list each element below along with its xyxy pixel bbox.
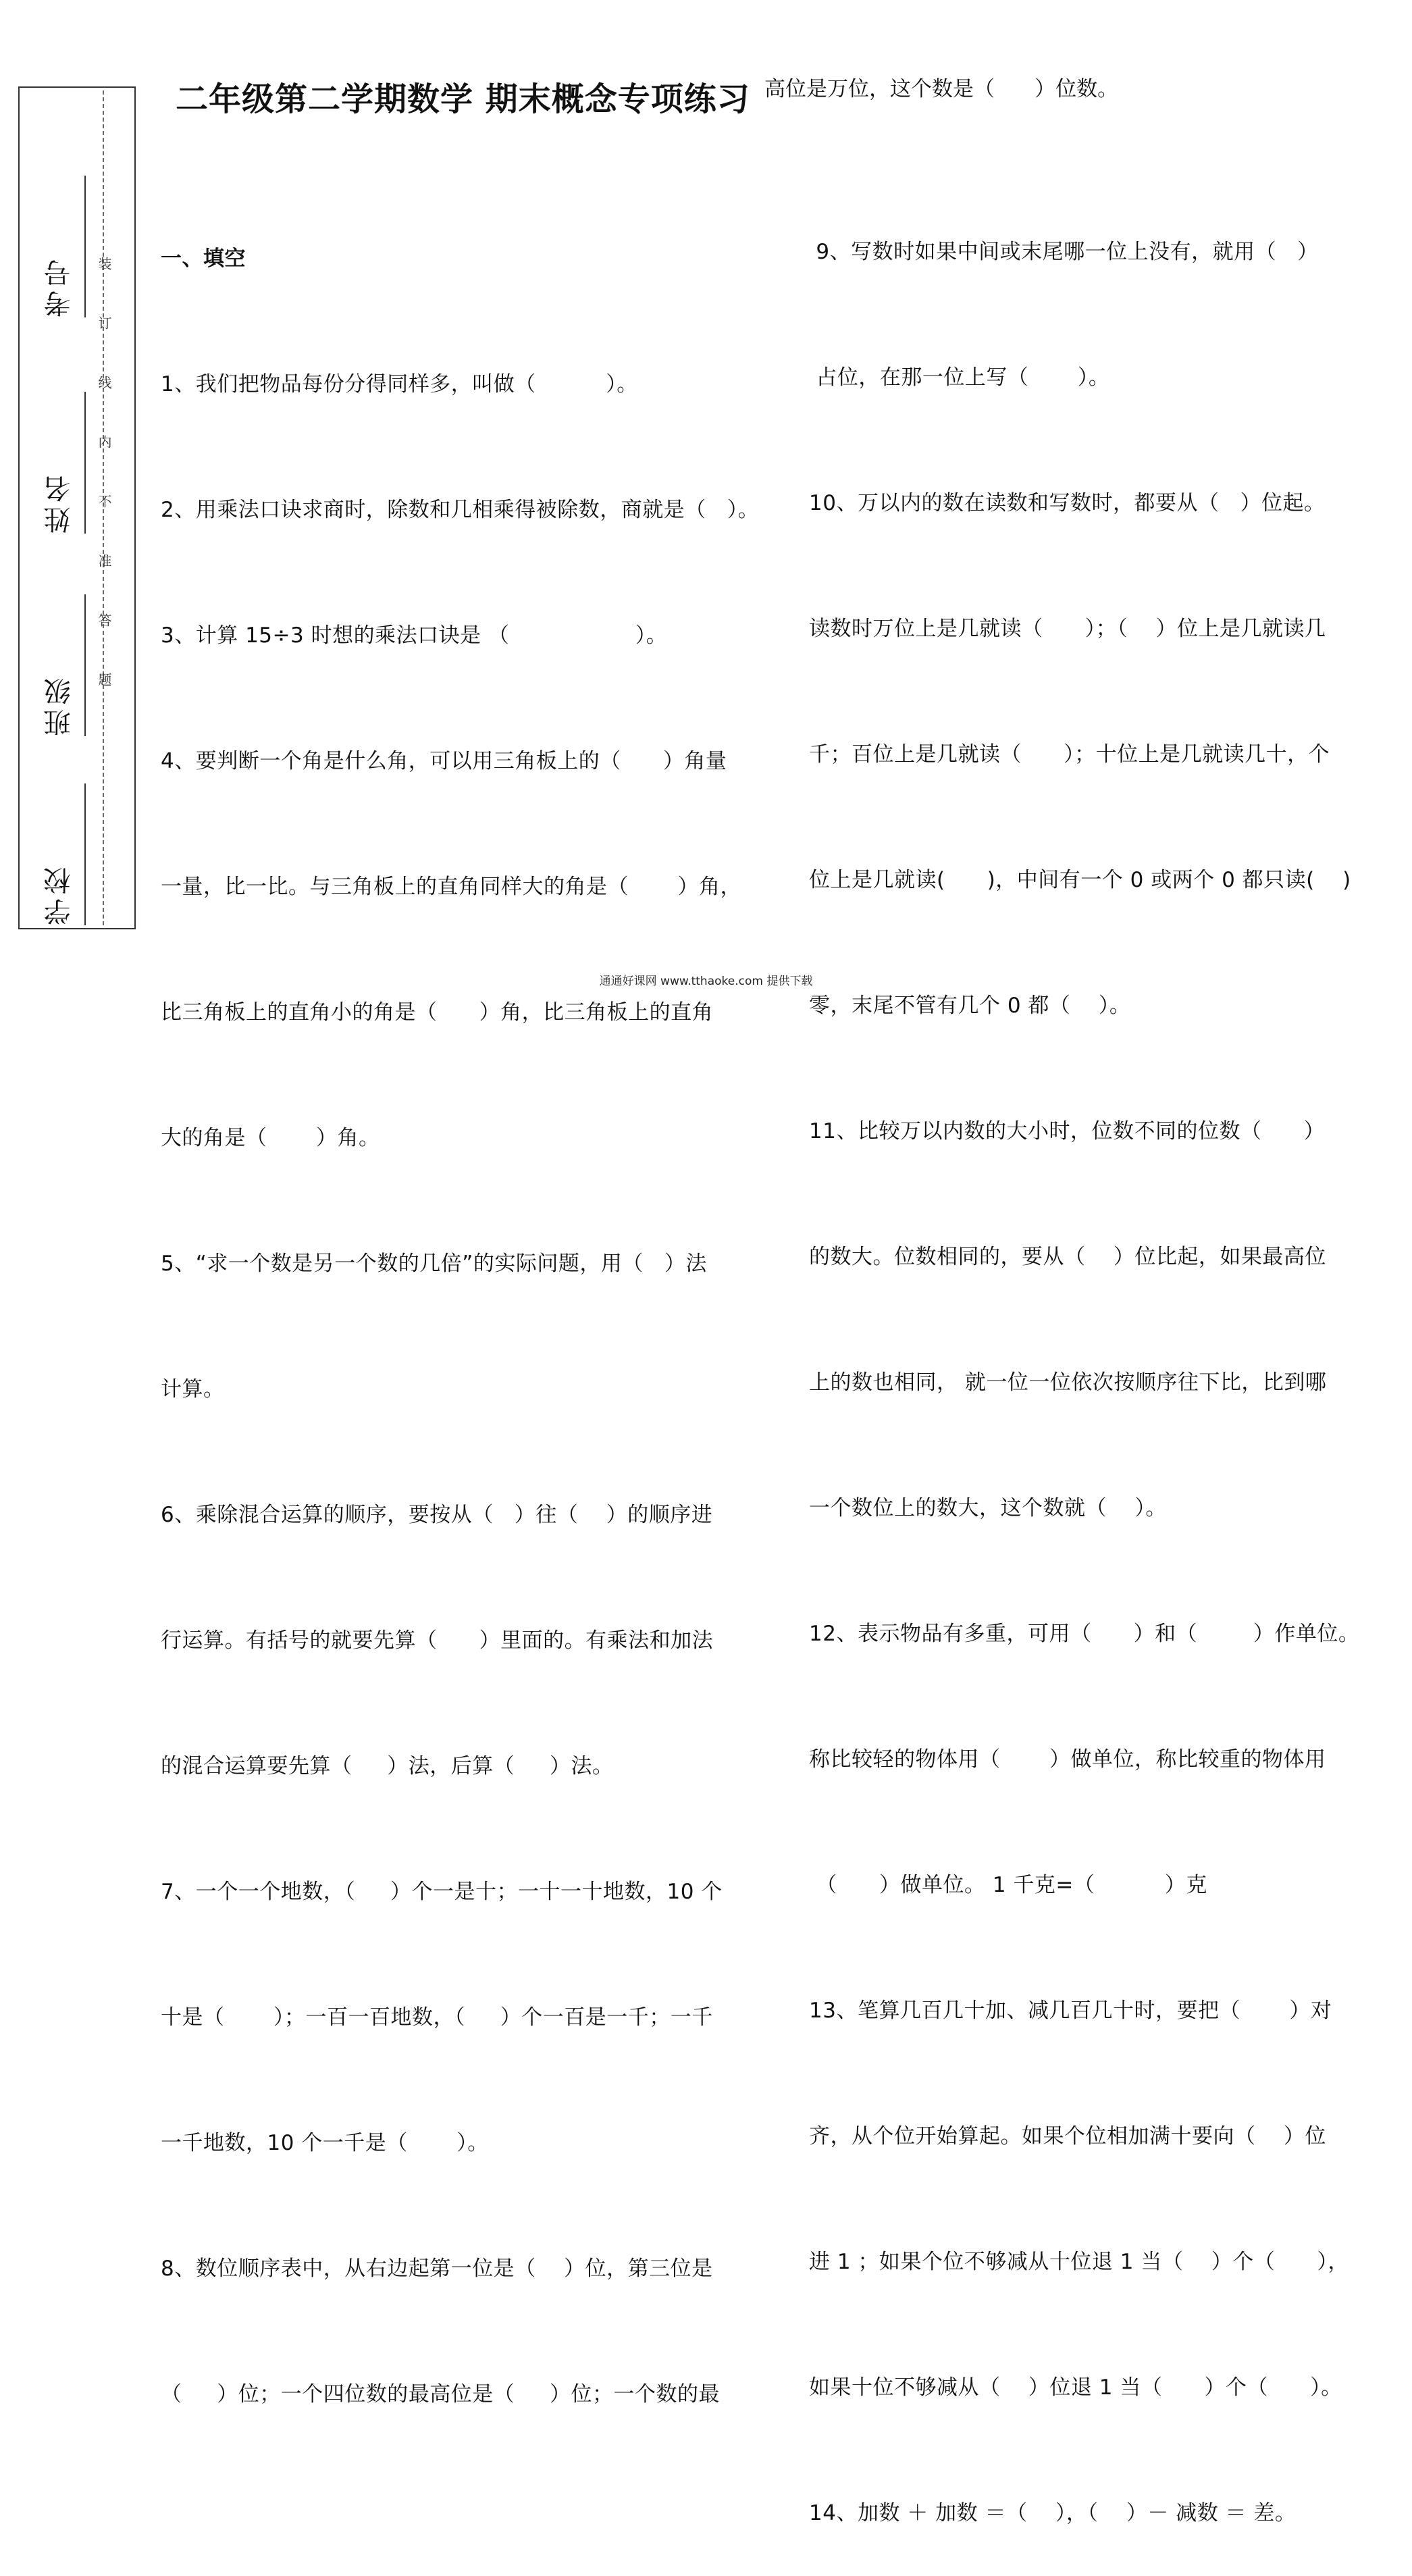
left-column [161, 154, 759, 2457]
question-line: 11、比较万以内数的大小时，位数不同的位数（ ） [809, 1119, 1326, 1143]
question-line: 位上是几就读( )，中间有一个 0 或两个 0 都只读( ) [809, 868, 1351, 892]
question-line: 如果十位不够减从（ ）位退 1 当（ ）个（ ）。 [809, 2375, 1342, 2400]
name-field[interactable] [20, 317, 101, 534]
question-line: 1、我们把物品每份分得同样多，叫做（ ）。 [161, 372, 638, 396]
school-field[interactable] [20, 709, 101, 925]
question-line: （ ）做单位。 1 千克=（ ）克 [809, 1873, 1207, 1897]
question-line: 大的角是（ ）角。 [161, 1126, 380, 1150]
question-line: 一千地数，10 个一千是（ ）。 [161, 2131, 489, 2155]
question-line: 的混合运算要先算（ ）法，后算（ ）法。 [161, 1754, 614, 1778]
binding-margin [18, 86, 136, 929]
question-line: 的数大。位数相同的，要从（ ）位比起，如果最高位 [809, 1245, 1326, 1269]
question-line: 2、用乘法口诀求商时，除数和几相乘得被除数，商就是（ ）。 [161, 498, 760, 522]
question-line: 千；百位上是几就读（ ）；十位上是几就读几十，个 [809, 742, 1330, 767]
question-line: 占位，在那一位上写（ ）。 [809, 365, 1110, 390]
class-label: 班级 [44, 674, 75, 736]
question-line: 进 1 ；如果个位不够减从十位退 1 当（ ）个（ ）， [809, 2250, 1349, 2274]
school-line [84, 783, 86, 925]
school-label: 学校 [44, 863, 75, 925]
exam-number-line [84, 176, 86, 317]
question-line: 14、加数 ＋ 加数 ＝（ ），（ ）－ 减数 ＝ 差。 [809, 2501, 1297, 2525]
seal-notice: 装订线内不准答题 [96, 257, 112, 732]
class-field[interactable] [20, 520, 101, 736]
exam-number-label: 考号 [44, 255, 75, 317]
name-label: 姓名 [44, 471, 75, 534]
question-line: 读数时万位上是几就读（ ）；（ ）位上是几就读几 [809, 617, 1326, 641]
question-line: 3、计算 15÷3 时想的乘法口诀是 （ ）。 [161, 623, 668, 648]
question-line: 零，末尾不管有几个 0 都（ ）。 [809, 994, 1131, 1018]
question-line: 10、万以内的数在读数和写数时，都要从（ ）位起。 [809, 491, 1326, 515]
question-line: 8、数位顺序表中，从右边起第一位是（ ）位，第三位是 [161, 2257, 713, 2281]
right-column [809, 147, 1359, 2576]
question-line: 4、要判断一个角是什么角，可以用三角板上的（ ）角量 [161, 749, 727, 773]
question-line: 比三角板上的直角小的角是（ ）角，比三角板上的直角 [161, 1000, 714, 1025]
question-line: 一个数位上的数大，这个数就（ ）。 [809, 1496, 1167, 1520]
question-line: （ ）位；一个四位数的最高位是（ ）位；一个数的最 [161, 2382, 721, 2406]
question-line: 称比较轻的物体用（ ）做单位，称比较重的物体用 [809, 1747, 1326, 1772]
question-line: 13、笔算几百几十加、减几百几十时，要把（ ）对 [809, 1999, 1332, 2023]
question-line: 9、写数时如果中间或末尾哪一位上没有，就用（ ） [809, 240, 1319, 264]
question-line: 7、一个一个地数，（ ）个一是十；一十一十地数，10 个 [161, 1880, 723, 1904]
question-line: 十是（ ）；一百一百地数，（ ）个一百是一千；一千 [161, 2005, 713, 2030]
question-line: 12、表示物品有多重，可用（ ）和（ ）作单位。 [809, 1622, 1360, 1646]
page-title: 二年级第二学期数学 期末概念专项练习 [176, 80, 750, 118]
question-line: 6、乘除混合运算的顺序，要按从（ ）往（ ）的顺序进 [161, 1503, 713, 1527]
question-line: 上的数也相同， 就一位一位依次按顺序往下比，比到哪 [809, 1370, 1327, 1395]
footer-credit: 通通好课网 www.tthaoke.com 提供下载 [599, 975, 813, 988]
section-heading: 一、填空 [161, 247, 246, 271]
question-line: 一量，比一比。与三角板上的直角同样大的角是（ ）角， [161, 875, 741, 899]
question-line: 齐，从个位开始算起。如果个位相加满十要向（ ）位 [809, 2124, 1326, 2148]
exam-number-field[interactable] [20, 101, 101, 317]
name-line [84, 392, 86, 534]
question-line: 5、“求一个数是另一个数的几倍”的实际问题，用（ ）法 [161, 1252, 707, 1276]
question-line: 计算。 [161, 1377, 225, 1401]
question-8-continuation: 高位是万位，这个数是（ ）位数。 [764, 77, 1119, 101]
question-line: 行运算。有括号的就要先算（ ）里面的。有乘法和加法 [161, 1628, 714, 1653]
